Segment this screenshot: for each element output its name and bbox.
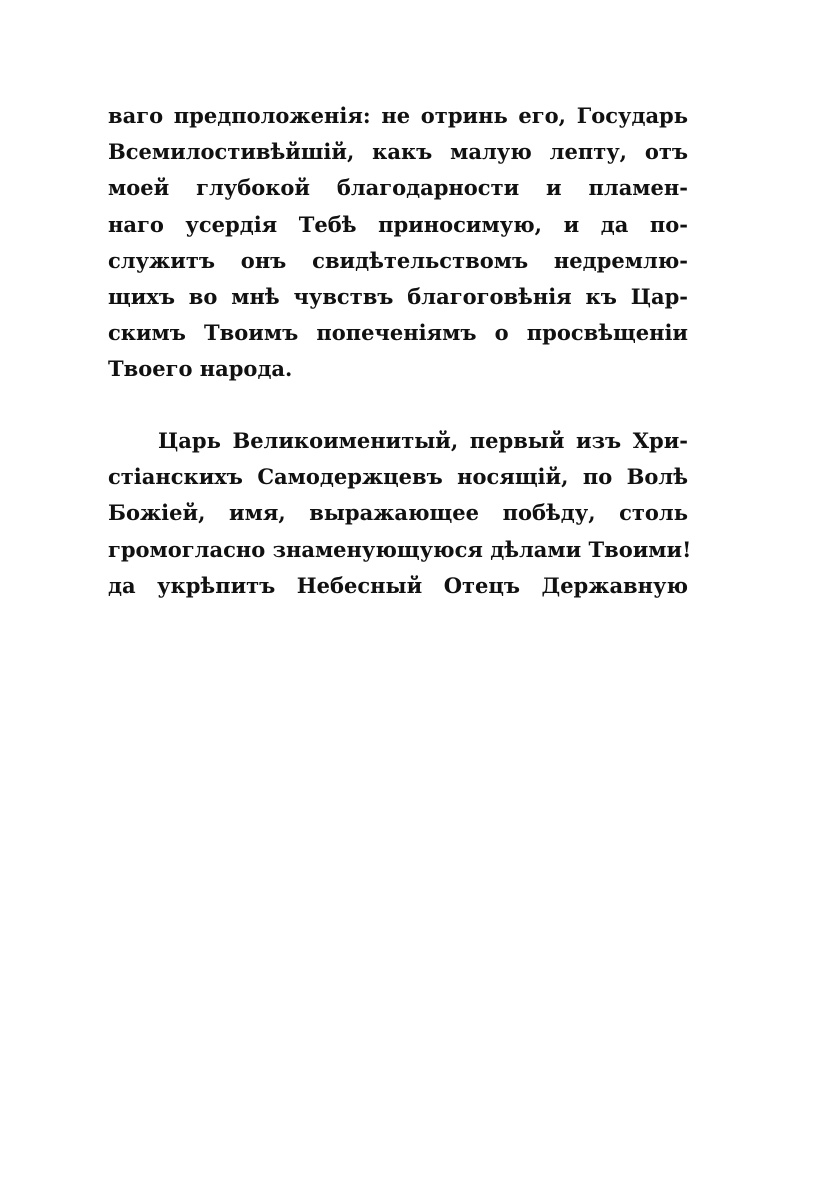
text-line: моей глубокой благодарности и пламен- [108, 175, 688, 201]
text-line: Божіей, имя, выражающее побѣду, столь [108, 500, 688, 526]
text-line: стіанскихъ Самодержцевъ носящій, по Волѣ [108, 464, 688, 490]
text-line: Всемилостивѣйшій, какъ малую лепту, отъ [108, 139, 688, 165]
paragraph-2 [108, 423, 692, 604]
text-line: ваго предположенія: не отринь его, Государь [108, 103, 688, 128]
text-line: Царь Великоименитый, первый изъ Хри- [158, 428, 688, 453]
text-line: наго усердія Тебѣ приносимую, и да по- [108, 211, 688, 237]
text-line: да укрѣпитъ Небесный Отецъ Державную [108, 572, 688, 598]
text-line: служитъ онъ свидѣтельствомъ недремлю- [108, 247, 688, 273]
text-line: громогласно знаменующуюся дѣлами Твоими! [108, 536, 692, 562]
paragraph-1 [108, 98, 688, 388]
text-line: скимъ Твоимъ попеченіямъ о просвѣщеніи [108, 320, 688, 346]
text-line: щихъ во мнѣ чувствъ благоговѣнія къ Цар- [108, 283, 688, 309]
text-line: Твоего народа. [108, 356, 293, 382]
